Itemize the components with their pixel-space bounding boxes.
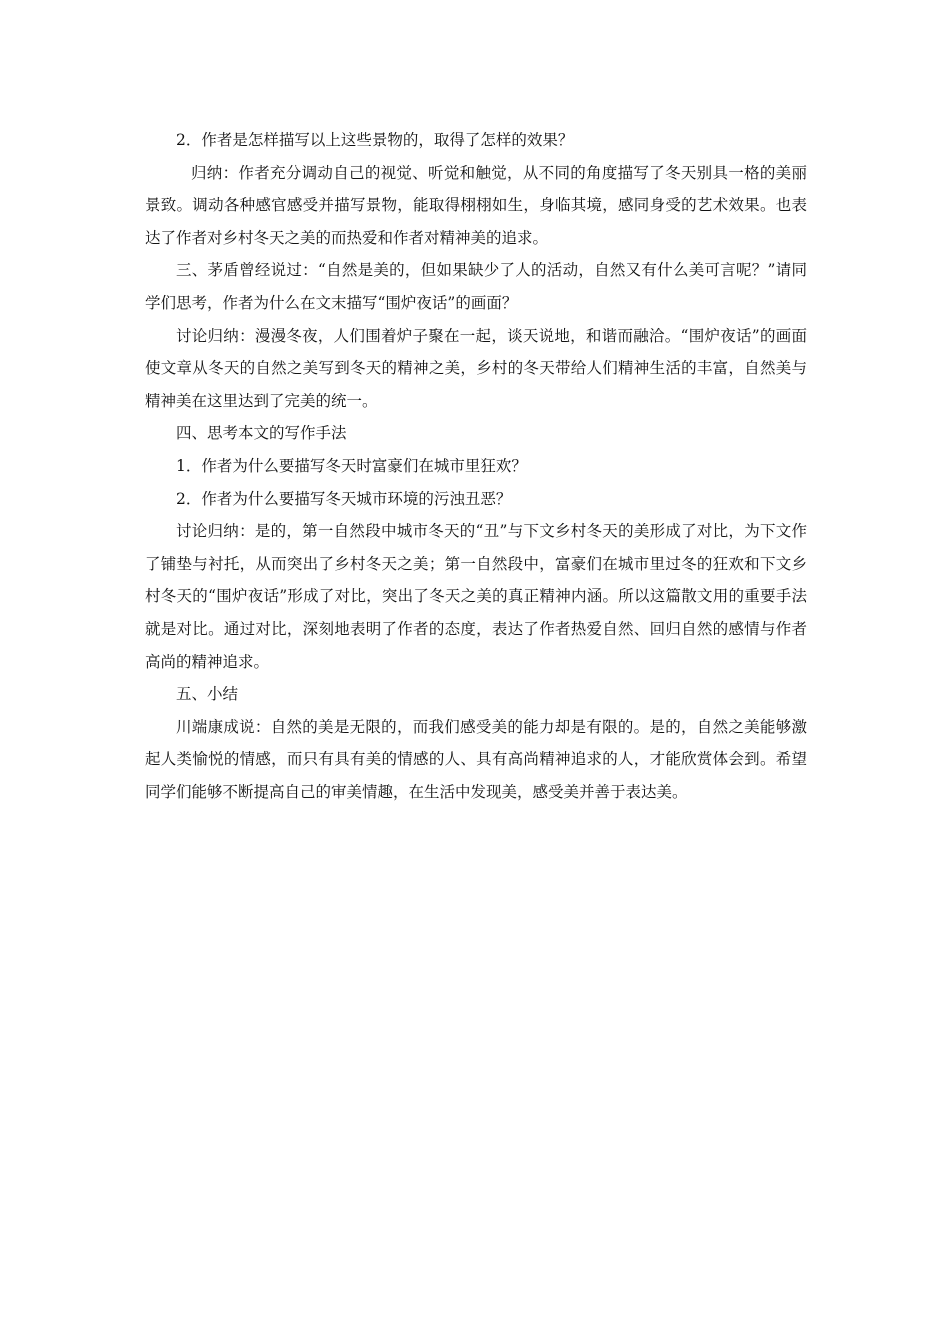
section-3-paragraph: 三、茅盾曾经说过：“自然是美的，但如果缺少了人的活动，自然又有什么美可言呢？”请同学们思考，作者为什么在文末描写“围炉夜话”的画面？ (145, 261, 807, 312)
summary-senses-paragraph: 归纳：作者充分调动自己的视觉、听觉和触觉，从不同的角度描写了冬天别具一格的美丽景致。调动各种感官感受并描写景物，能取得栩栩如生，身临其境，感同身受的艺术效果。也表达了作者对乡村冬天之美的而热爱和作者对精神美的追求。 (145, 163, 807, 247)
summary-kawabata-paragraph: 川端康成说：自然的美是无限的，而我们感受美的能力却是有限的。是的，自然之美能够激起人类愉悦的情感，而只有具有美的情感的人、具有高尚精神追求的人，才能欣赏体会到。希望同学们能够不断提高自己的审美情趣，在生活中发现美，感受美并善于表达美。 (145, 717, 807, 801)
question-scenery-paragraph: 2．作者是怎样描写以上这些景物的，取得了怎样的效果？ (176, 131, 574, 149)
section-4-heading: 四、思考本文的写作手法 (176, 424, 347, 443)
discussion-contrast-paragraph: 讨论归纳：是的，第一自然段中城市冬天的“丑”与下文乡村冬天的美形成了对比，为下文作了铺垫与衬托，从而突出了乡村冬天之美；第一自然段中，富豪们在城市里过冬的狂欢和下文乡村冬天的“围炉夜话”形成了对比，突出了冬天之美的真正精神内涵。所以这篇散文用的重要手法就是对比。通过对比，深刻地表明了作者的态度，表达了作者热爱自然、回归自然的感情与作者高尚的精神追求。 (145, 522, 807, 671)
section-5-heading: 五、小结 (176, 685, 239, 704)
document-body (145, 124, 807, 808)
discussion-fireside-paragraph: 讨论归纳：漫漫冬夜，人们围着炉子聚在一起，谈天说地，和谐而融洽。“围炉夜话”的画面使文章从冬天的自然之美写到冬天的精神之美，乡村的冬天带给人们精神生活的丰富，自然美与精神美在这里达到了完美的统一。 (145, 326, 807, 410)
question-rich-paragraph: 1．作者为什么要描写冬天时富豪们在城市里狂欢？ (176, 456, 527, 475)
question-city-paragraph: 2．作者为什么要描写冬天城市环境的污浊丑恶？ (176, 489, 512, 508)
